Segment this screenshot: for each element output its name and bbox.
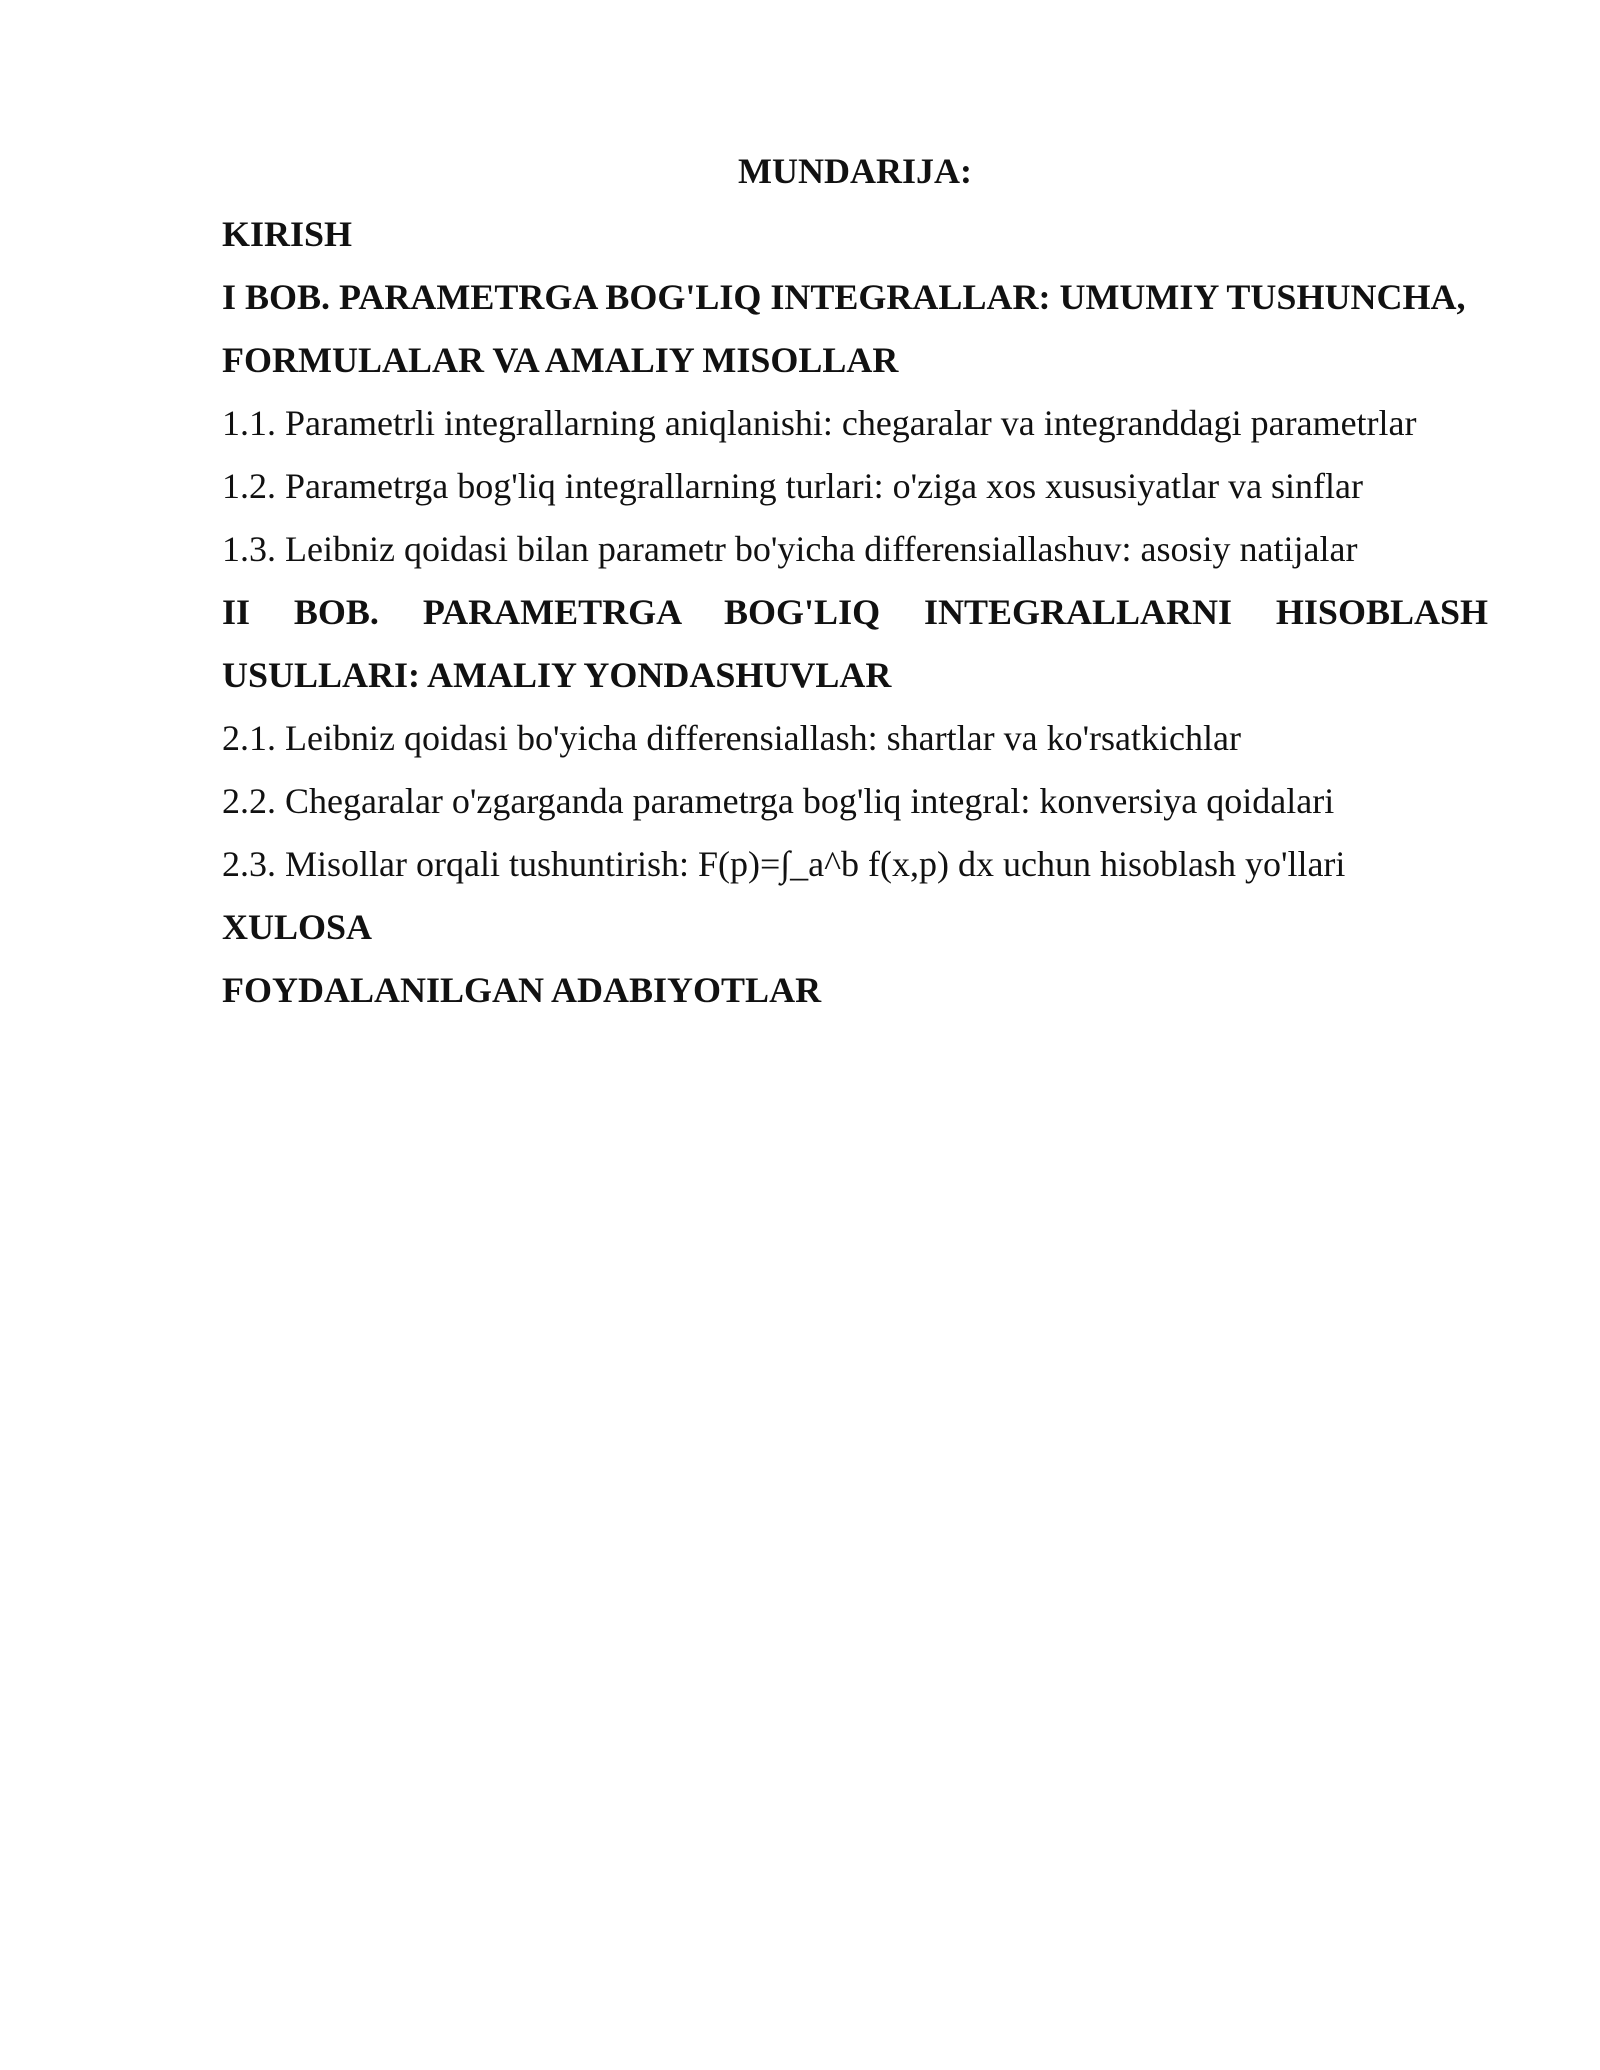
toc-section-1-1: 1.1. Parametrli integrallarning aniqlanishi: chegaralar va integranddagi parametrlar [222,403,1417,443]
toc-entry-introduction: KIRISH [222,214,353,254]
toc-section-2-3: 2.3. Misollar orqali tushuntirish: F(p)=∫_a^b f(x,p) dx uchun hisoblash yo'llari [222,844,1346,884]
toc-title: MUNDARIJA: [738,151,972,191]
toc-chapter-1-heading-line-1: I BOB. PARAMETRGA BOG'LIQ INTEGRALLAR: UMUMIY TUSHUNCHA, [222,277,1466,317]
toc-entry-references: FOYDALANILGAN ADABIYOTLAR [222,970,822,1010]
toc-section-2-2: 2.2. Chegaralar o'zgarganda parametrga bog'liq integral: konversiya qoidalari [222,781,1335,821]
toc-section-2-1: 2.1. Leibniz qoidasi bo'yicha differensiallash: shartlar va ko'rsatkichlar [222,718,1241,758]
toc-chapter-2-heading-line-1: II BOB. PARAMETRGA BOG'LIQ INTEGRALLARNI HISOBLASH [222,592,1488,632]
table-of-contents [222,140,1488,1022]
toc-section-1-2: 1.2. Parametrga bog'liq integrallarning turlari: o'ziga xos xususiyatlar va sinflar [222,466,1364,506]
toc-entry-conclusion: XULOSA [222,907,373,947]
toc-section-1-3: 1.3. Leibniz qoidasi bilan parametr bo'yicha differensiallashuv: asosiy natijalar [222,529,1358,569]
toc-chapter-2-heading-line-2: USULLARI: AMALIY YONDASHUVLAR [222,655,892,695]
toc-chapter-1-heading-line-2: FORMULALAR VA AMALIY MISOLLAR [222,340,899,380]
